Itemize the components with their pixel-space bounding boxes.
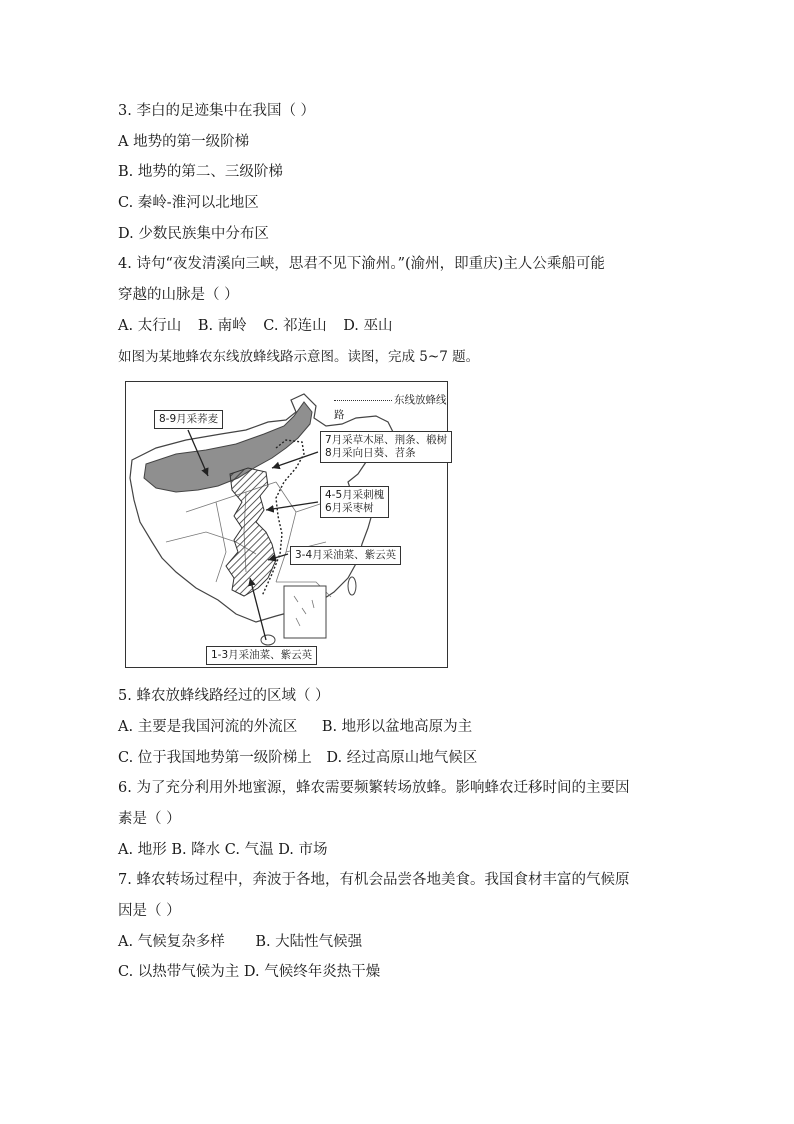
q3-option-c: C. 秦岭-淮河以北地区 bbox=[118, 195, 259, 211]
q5-option-d: D. 经过高原山地气候区 bbox=[326, 750, 478, 766]
q5-stem: 5. 蜂农放蜂线路经过的区域（ ） bbox=[118, 688, 330, 704]
label-central-line1: 4-5月采刺槐 bbox=[325, 489, 385, 501]
label-northeast bbox=[320, 431, 452, 463]
q4-stem-line1: 4. 诗句“夜发清溪向三峡，思君不见下渝州。”(渝州，即重庆)主人公乘船可能 bbox=[118, 256, 605, 272]
q5-option-c: C. 位于我国地势第一级阶梯上 bbox=[118, 750, 312, 766]
q3-option-a: A 地势的第一级阶梯 bbox=[118, 134, 250, 150]
map-intro: 如图为某地蜂农东线放蜂线路示意图。读图，完成 5~7 题。 bbox=[118, 349, 480, 365]
q5-options-row2 bbox=[118, 748, 477, 768]
q6-option-b: B. 降水 bbox=[171, 842, 221, 858]
q4-options bbox=[118, 316, 393, 336]
q6-option-a: A. 地形 bbox=[118, 842, 167, 858]
label-south: 1-3月采油菜、紫云英 bbox=[206, 646, 317, 665]
q3-option-d: D. 少数民族集中分布区 bbox=[118, 226, 269, 242]
q3-stem: 3. 李白的足迹集中在我国（ ） bbox=[118, 103, 316, 119]
label-middle: 3-4月采油菜、紫云英 bbox=[290, 546, 401, 565]
q7-stem-line2: 因是（ ） bbox=[118, 903, 181, 919]
q3-option-b: B. 地势的第二、三级阶梯 bbox=[118, 164, 283, 180]
legend-dash-icon bbox=[334, 400, 392, 401]
q5-options-row1 bbox=[118, 717, 472, 737]
q7-option-b: B. 大陆性气候强 bbox=[255, 934, 363, 950]
q7-option-a: A. 气候复杂多样 bbox=[118, 934, 225, 950]
q6-stem-line2: 素是（ ） bbox=[118, 811, 181, 827]
q6-option-d: D. 市场 bbox=[278, 842, 328, 858]
q7-option-c: C. 以热带气候为主 bbox=[118, 964, 240, 980]
q4-option-d: D. 巫山 bbox=[343, 318, 393, 334]
q7-option-d: D. 气候终年炎热干燥 bbox=[243, 964, 381, 980]
q4-option-c: C. 祁连山 bbox=[263, 318, 327, 334]
bee-route-map bbox=[125, 381, 448, 668]
q4-option-b: B. 南岭 bbox=[197, 318, 247, 334]
q6-option-c: C. 气温 bbox=[224, 842, 274, 858]
label-northeast-line2: 8月采向日葵、苕条 bbox=[325, 447, 416, 459]
label-northeast-line1: 7月采草木犀、荆条、椴树 bbox=[325, 434, 448, 446]
q7-stem-line1: 7. 蜂农转场过程中，奔波于各地，有机会品尝各地美食。我国食材丰富的气候原 bbox=[118, 872, 630, 888]
map-legend bbox=[334, 392, 447, 422]
q7-options-row1 bbox=[118, 932, 362, 952]
q4-option-a: A. 太行山 bbox=[118, 318, 182, 334]
q6-stem-line1: 6. 为了充分利用外地蜜源，蜂农需要频繁转场放蜂。影响蜂农迁移时间的主要因 bbox=[118, 780, 630, 796]
label-north: 8-9月采荞麦 bbox=[154, 410, 223, 429]
q5-option-b: B. 地形以盆地高原为主 bbox=[321, 719, 473, 735]
label-central bbox=[320, 486, 389, 518]
q6-options bbox=[118, 840, 328, 860]
legend-label: 东线放蜂线路 bbox=[334, 394, 447, 421]
q7-options-row2 bbox=[118, 962, 380, 982]
q5-option-a: A. 主要是我国河流的外流区 bbox=[118, 719, 298, 735]
q4-stem-line2: 穿越的山脉是（ ） bbox=[118, 287, 239, 303]
label-central-line2: 6月采枣树 bbox=[325, 502, 374, 514]
